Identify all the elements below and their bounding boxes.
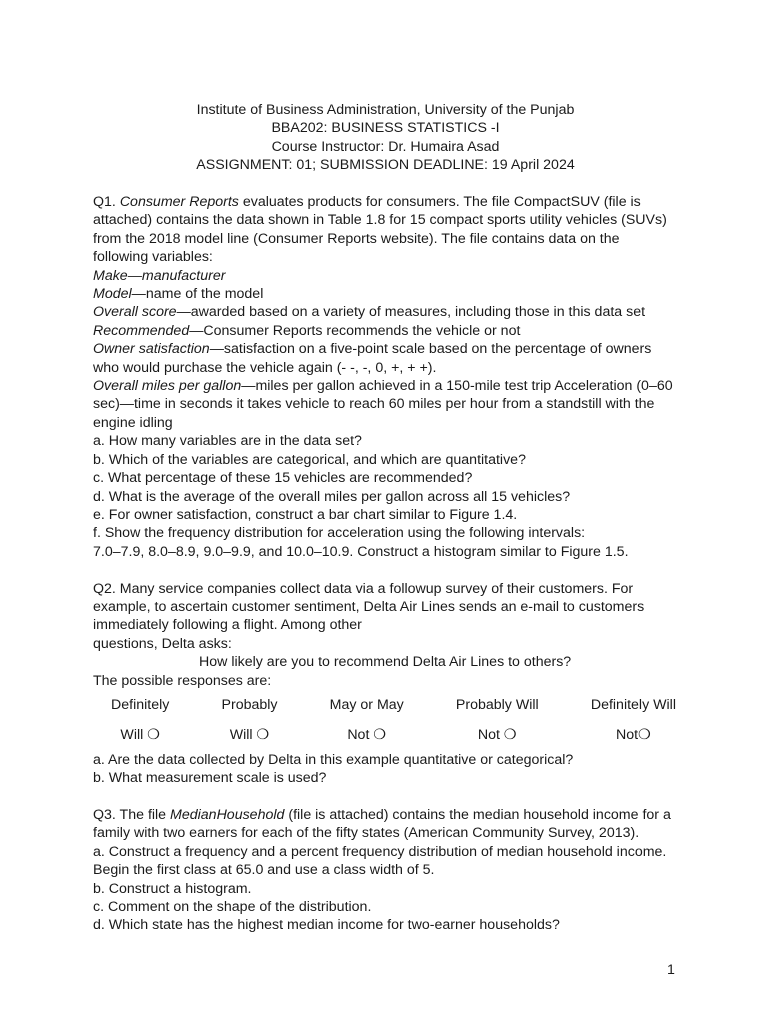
document-header xyxy=(93,101,678,175)
q1-var-owner: Owner satisfaction—satisfaction on a five-point scale based on the percentage of owners who would purchase the vehicle again (- -, -, 0, +, + +). xyxy=(93,341,652,376)
q3-part-c: c. Comment on the shape of the distribution. xyxy=(93,899,372,915)
q2-part-b: b. What measurement scale is used? xyxy=(93,770,327,787)
question-3 xyxy=(93,806,678,935)
q3-part-b: b. Construct a histogram. xyxy=(93,880,252,897)
assignment-line: ASSIGNMENT: 01; SUBMISSION DEADLINE: 19 April 2024 xyxy=(196,157,575,174)
q1-var-overall: Overall score—awarded based on a variety of measures, including those in this data set xyxy=(93,304,646,321)
q2-response-options xyxy=(93,696,678,745)
q1-part-e: e. For owner satisfaction, construct a bar chart similar to Figure 1.4. xyxy=(93,506,518,523)
q3-part-d: d. Which state has the highest median income for two-earner households? xyxy=(93,917,560,934)
q1-var-mpg: Overall miles per gallon—miles per gallon achieved in a 150-mile test trip Acceleration (0–60 sec)—time in seconds it takes vehicle to reach 60 miles per hour from a standstill with the engine idling xyxy=(93,378,673,431)
q2-part-a: a. Are the data collected by Delta in this example quantitative or categorical? xyxy=(93,751,574,768)
question-1 xyxy=(93,193,678,561)
q3-part-a: a. Construct a frequency and a percent frequency distribution of median household income. Begin the first class at 65.0 and use a class width of 5. xyxy=(93,843,667,879)
q3-intro: Q3. The file MedianHousehold (file is attached) contains the median household income for a family with two earners for each of the fifty states (American Community Survey, 2013). xyxy=(93,806,671,842)
course-code-line: BBA202: BUSINESS STATISTICS -I xyxy=(271,120,500,137)
q2-survey-question: How likely are you to recommend Delta Air Lines to others? xyxy=(199,654,572,671)
q1-part-c: c. What percentage of these 15 vehicles are recommended? xyxy=(93,470,473,487)
question-2 xyxy=(93,580,678,788)
q2-responses-label: The possible responses are: xyxy=(93,672,272,689)
response-option: Definitely Will ❍ xyxy=(111,696,170,744)
page-number: 1 xyxy=(667,962,675,978)
q1-part-f-intervals: 7.0–7.9, 8.0–8.9, 9.0–9.9, and 10.0–10.9. Construct a histogram similar to Figure 1.5. xyxy=(93,543,629,560)
q2-intro: Q2. Many service companies collect data via a followup survey of their customers. For example, to ascertain customer sentiment, Delta Air Lines sends an e-mail to customers immediately following a flight. Among other xyxy=(93,580,645,634)
response-option: Probably Will Not ❍ xyxy=(455,696,539,744)
response-option: May or May Not ❍ xyxy=(329,696,404,744)
response-option: Definitely Will Not❍ xyxy=(590,696,676,744)
q2-intro-continued: questions, Delta asks: xyxy=(93,635,232,652)
q1-part-b: b. Which of the variables are categorical, and which are quantitative? xyxy=(93,451,526,468)
q1-var-recommended: Recommended—Consumer Reports recommends the vehicle or not xyxy=(93,322,521,339)
q1-var-model: Model—name of the model xyxy=(93,286,264,303)
q1-part-f: f. Show the frequency distribution for acceleration using the following intervals: xyxy=(93,525,586,542)
q1-part-d: d. What is the average of the overall miles per gallon across all 15 vehicles? xyxy=(93,488,571,505)
q1-intro: Q1. Consumer Reports evaluates products for consumers. The file CompactSUV (file is attached) contains the data shown in Table 1.8 for 15 compact sports utility vehicles (SUVs) from the 2018 model line (Consumer Reports website). The file contains data on the following variables: xyxy=(93,194,667,266)
instructor-line: Course Instructor: Dr. Humaira Asad xyxy=(271,138,500,155)
institute-line: Institute of Business Administration, University of the Punjab xyxy=(196,102,575,118)
q1-var-make: Make—manufacturer xyxy=(93,267,226,284)
q1-part-a: a. How many variables are in the data set? xyxy=(93,433,362,450)
response-option: Probably Will ❍ xyxy=(221,696,278,744)
document-body xyxy=(93,101,678,935)
